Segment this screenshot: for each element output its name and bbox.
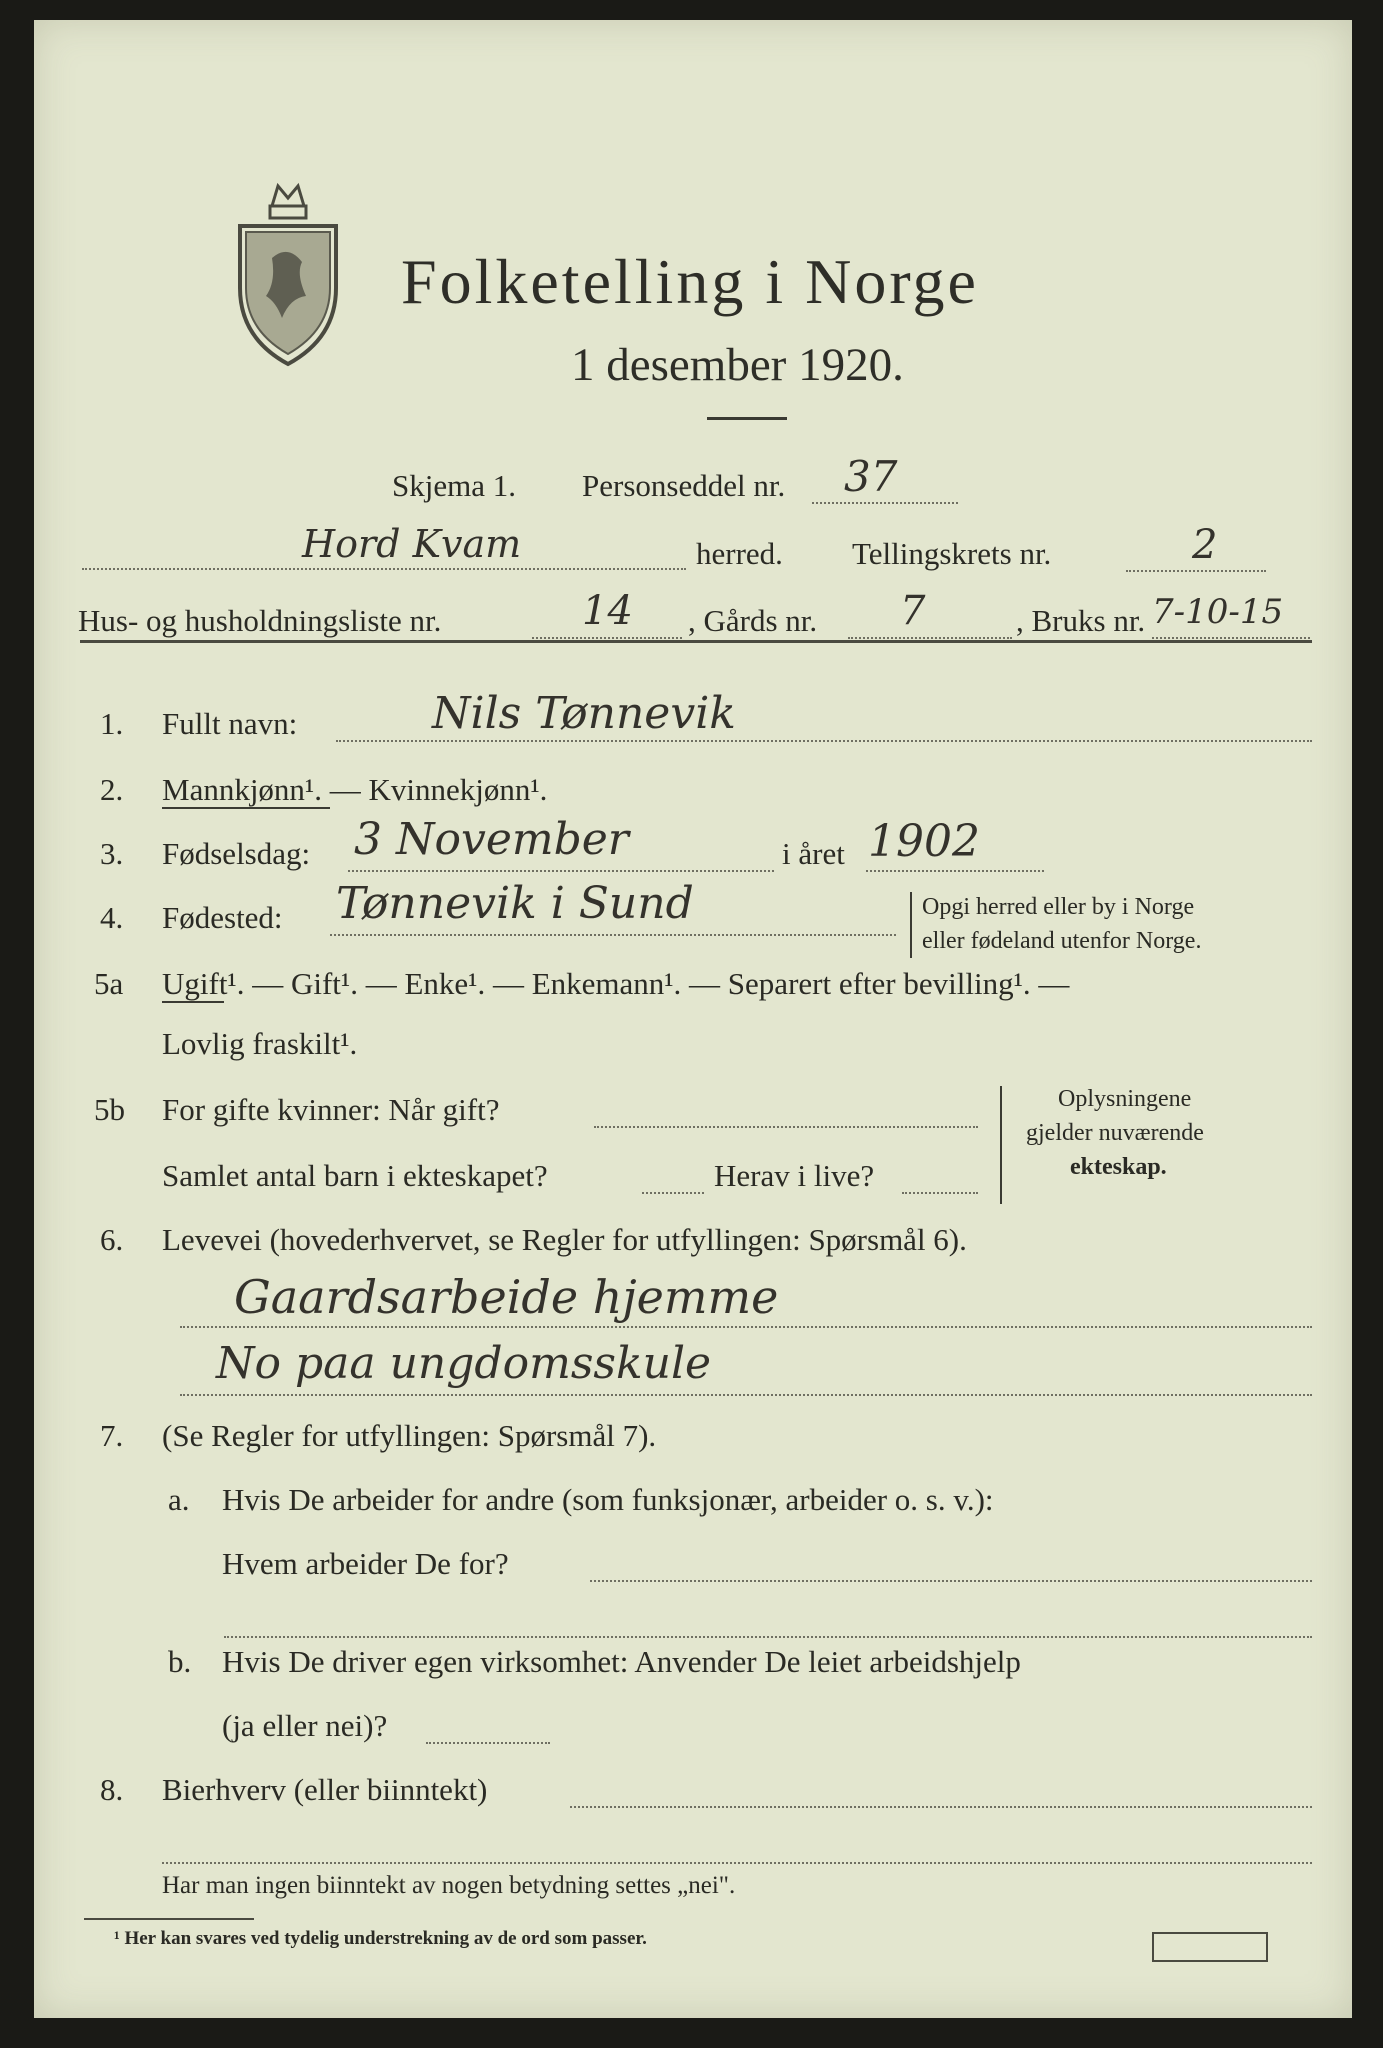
skjema-label: Skjema 1. xyxy=(392,468,516,503)
q3-value: 3 November xyxy=(354,814,629,865)
q4-note-line2: eller fødeland utenfor Norge. xyxy=(922,928,1202,954)
herred-value: Hord Kvam xyxy=(302,522,522,566)
gards-label: , Gårds nr. xyxy=(688,603,818,638)
hus-line xyxy=(532,637,682,639)
q5b-label3: Herav i live? xyxy=(714,1158,875,1193)
q6-value2: No paa ungdomsskule xyxy=(216,1338,712,1389)
q7a-label2: Hvem arbeider De for? xyxy=(222,1546,509,1581)
gards-line xyxy=(848,637,1012,639)
q5b-brace xyxy=(1000,1086,1002,1204)
q5b-line2 xyxy=(642,1192,704,1194)
q4-value: Tønnevik i Sund xyxy=(336,878,694,929)
q5b-note3: ekteskap. xyxy=(1070,1154,1167,1180)
q1-label: Fullt navn: xyxy=(162,706,298,741)
tellingskrets-label: Tellingskrets nr. xyxy=(852,536,1052,571)
q3-year-label: i året xyxy=(782,836,845,871)
census-date: 1 desember 1920. xyxy=(571,339,904,391)
bruks-value: 7-10-15 xyxy=(1152,592,1284,632)
q2-label: Mannkjønn¹. — Kvinnekjønn¹. xyxy=(162,772,548,807)
bruks-line xyxy=(1152,637,1310,639)
q8-label: Bierhverv (eller biinntekt) xyxy=(162,1772,488,1807)
q5b-line1 xyxy=(594,1126,978,1128)
q8-number: 8. xyxy=(100,1772,124,1807)
q7a-line2 xyxy=(224,1636,1312,1638)
bruks-label: , Bruks nr. xyxy=(1016,603,1146,638)
q5a-number: 5a xyxy=(94,966,124,1001)
footnote-divider xyxy=(84,1918,254,1920)
form-title: Folketelling i Norge xyxy=(401,246,979,317)
q4-note-line1: Opgi herred eller by i Norge xyxy=(922,894,1195,920)
q6-number: 6. xyxy=(100,1222,124,1257)
personseddel-value: 37 xyxy=(844,452,898,501)
tellingskrets-value: 2 xyxy=(1192,522,1218,568)
personseddel-label: Personseddel nr. xyxy=(582,468,786,503)
q1-value: Nils Tønnevik xyxy=(432,688,736,739)
q7b-label2: (ja eller nei)? xyxy=(222,1708,388,1743)
q4-number: 4. xyxy=(100,900,124,935)
q7-label: (Se Regler for utfyllingen: Spørsmål 7). xyxy=(162,1418,657,1453)
printer-stamp-icon xyxy=(1152,1932,1268,1962)
q6-line2 xyxy=(180,1394,1312,1396)
q3-year-line xyxy=(866,870,1044,872)
q5b-label1: For gifte kvinner: Når gift? xyxy=(162,1092,500,1127)
q3-line xyxy=(348,870,774,872)
herred-line xyxy=(82,568,686,570)
herred-label: herred. xyxy=(696,536,783,571)
q5b-note1: Oplysningene xyxy=(1058,1086,1192,1112)
gards-value: 7 xyxy=(900,588,926,634)
q3-label: Fødselsdag: xyxy=(162,836,311,871)
q7-number: 7. xyxy=(100,1418,124,1453)
norway-coat-of-arms-icon xyxy=(232,178,344,368)
q3-year-value: 1902 xyxy=(868,816,980,867)
q7a-label1: Hvis De arbeider for andre (som funksjonær, arbeider o. s. v.): xyxy=(222,1482,994,1517)
q3-number: 3. xyxy=(100,836,124,871)
q5b-label2: Samlet antal barn i ekteskapet? xyxy=(162,1158,548,1193)
q6-label: Levevei (hovederhvervet, se Regler for utfyllingen: Spørsmål 6). xyxy=(162,1222,967,1257)
q6-value1: Gaardsarbeide hjemme xyxy=(234,1270,779,1324)
q5a-label2: Lovlig fraskilt¹. xyxy=(162,1026,358,1061)
q7b-number: b. xyxy=(168,1644,192,1679)
q8-line2 xyxy=(162,1862,1312,1864)
hus-label: Hus- og husholdningsliste nr. xyxy=(78,603,442,638)
footer-note: Har man ingen biinntekt av nogen betydning settes „nei". xyxy=(162,1872,736,1899)
q1-number: 1. xyxy=(100,706,124,741)
q4-line xyxy=(330,934,896,936)
title-divider xyxy=(707,417,787,420)
q8-line1 xyxy=(570,1806,1312,1808)
tellingskrets-line xyxy=(1126,570,1266,572)
q1-line xyxy=(336,740,1312,742)
q5b-number: 5b xyxy=(94,1092,125,1127)
q5b-note2: gjelder nuværende xyxy=(1026,1120,1204,1146)
q7b-line xyxy=(426,1742,550,1744)
q2-number: 2. xyxy=(100,772,124,807)
footnote: ¹ Her kan svares ved tydelig understrekning av de ord som passer. xyxy=(114,1928,647,1949)
q7a-line1 xyxy=(590,1580,1312,1582)
q5b-line3 xyxy=(902,1192,978,1194)
census-form-page xyxy=(34,20,1352,2018)
q6-line1 xyxy=(180,1326,1312,1328)
hus-value: 14 xyxy=(582,588,633,634)
q2-underline-mannkjonn xyxy=(162,807,330,809)
q5a-label: Ugift¹. — Gift¹. — Enke¹. — Enkemann¹. — Separert efter bevilling¹. — xyxy=(162,966,1070,1001)
header-separator xyxy=(80,640,1312,643)
q4-label: Fødested: xyxy=(162,900,283,935)
q7a-number: a. xyxy=(168,1482,190,1517)
personseddel-line xyxy=(812,502,958,504)
q4-brace xyxy=(910,892,912,958)
q5a-underline-ugift xyxy=(162,1001,224,1003)
q7b-label1: Hvis De driver egen virksomhet: Anvender De leiet arbeidshjelp xyxy=(222,1644,1021,1679)
